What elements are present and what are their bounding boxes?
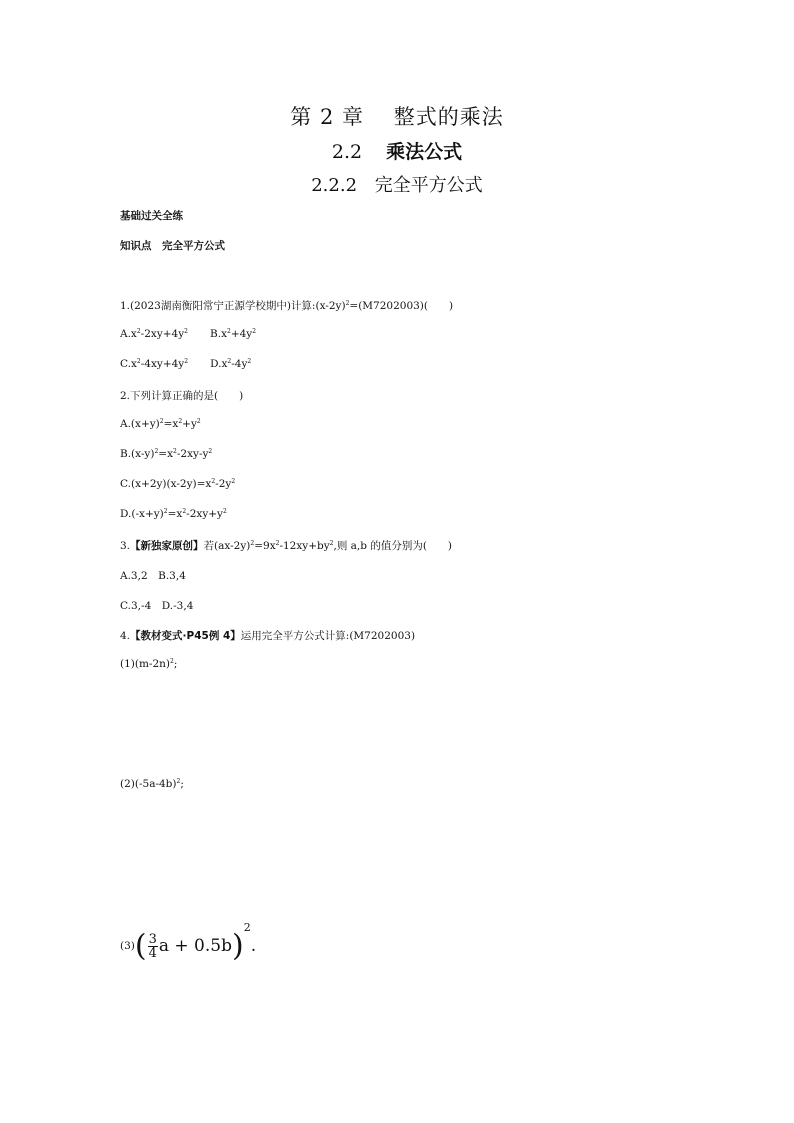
question-3-options-cd: C.3,-4 D.-3,4 bbox=[120, 600, 194, 612]
subsection-name: 完全平方公式 bbox=[374, 175, 483, 196]
chapter-number: 第 2 章 bbox=[290, 105, 365, 129]
question-2-option-d: $D.(-x+y)^2=x^2-2xy+y^2$ bbox=[120, 508, 227, 520]
basic-practice-label: 基础过关全练 bbox=[120, 210, 183, 222]
question-2-option-c: $C.(x+2y)(x-2y)=x^2-2y^2$ bbox=[120, 478, 236, 490]
section-title bbox=[0, 137, 794, 164]
question-4-part-1: $(1)(m-2n)^2$; bbox=[120, 658, 178, 670]
chapter-title bbox=[0, 101, 794, 131]
subsection-number: 2.2.2 bbox=[311, 175, 358, 196]
question-2-stem: 2.下列计算正确的是( ) bbox=[120, 390, 244, 402]
question-1-stem: 1.(2023湖南衡阳常宁正源学校期中)计算$:(x-2y)^2=(M7202003)$( ) bbox=[120, 300, 454, 312]
question-1-options-cd bbox=[120, 358, 251, 370]
question-4-tag: 【教材变式·P45例 4】 bbox=[130, 630, 241, 642]
question-3-options-ab: A.3,2 B.3,4 bbox=[120, 570, 186, 582]
question-3-tag: 【新独家原创】 bbox=[130, 540, 204, 552]
subsection-title bbox=[0, 171, 794, 197]
question-1-options-ab bbox=[120, 328, 256, 340]
option-c: $C.x^2-4xy+4y^2$ bbox=[120, 358, 189, 370]
question-4-part-3: (3)( $\frac{3}{4}$ a + 0.5b)$^2$. bbox=[120, 921, 257, 964]
option-a: $A.x^2-2xy+4y^2$ bbox=[120, 328, 188, 340]
question-2-option-b: $B.(x-y)^2=x^2-2xy-y^2$ bbox=[120, 448, 213, 460]
knowledge-point-label: 知识点 完全平方公式 bbox=[120, 240, 225, 252]
chapter-name: 整式的乘法 bbox=[393, 105, 504, 129]
option-d: $D.x^2-4y^2$ bbox=[210, 358, 252, 370]
fraction: $\frac{3}{4}$ bbox=[148, 931, 157, 961]
section-name: 乘法公式 bbox=[386, 141, 463, 163]
option-b: $B.x^2+4y^2$ bbox=[210, 328, 257, 340]
section-number: 2.2 bbox=[331, 141, 363, 163]
question-4-stem: 4.【教材变式·P45例 4】运用完全平方公式计算:(M7202003) bbox=[120, 630, 416, 642]
question-4-part-2: $(2)(-5a-4b)^2$; bbox=[120, 778, 184, 790]
question-2-option-a: $A.(x+y)^2=x^2+y^2$ bbox=[120, 418, 201, 430]
question-3-stem: 3.【新独家原创】若$(ax-2y)^2=9x^2-12xy+by^2$,则 a,b 的值分别为( ) bbox=[120, 540, 453, 552]
